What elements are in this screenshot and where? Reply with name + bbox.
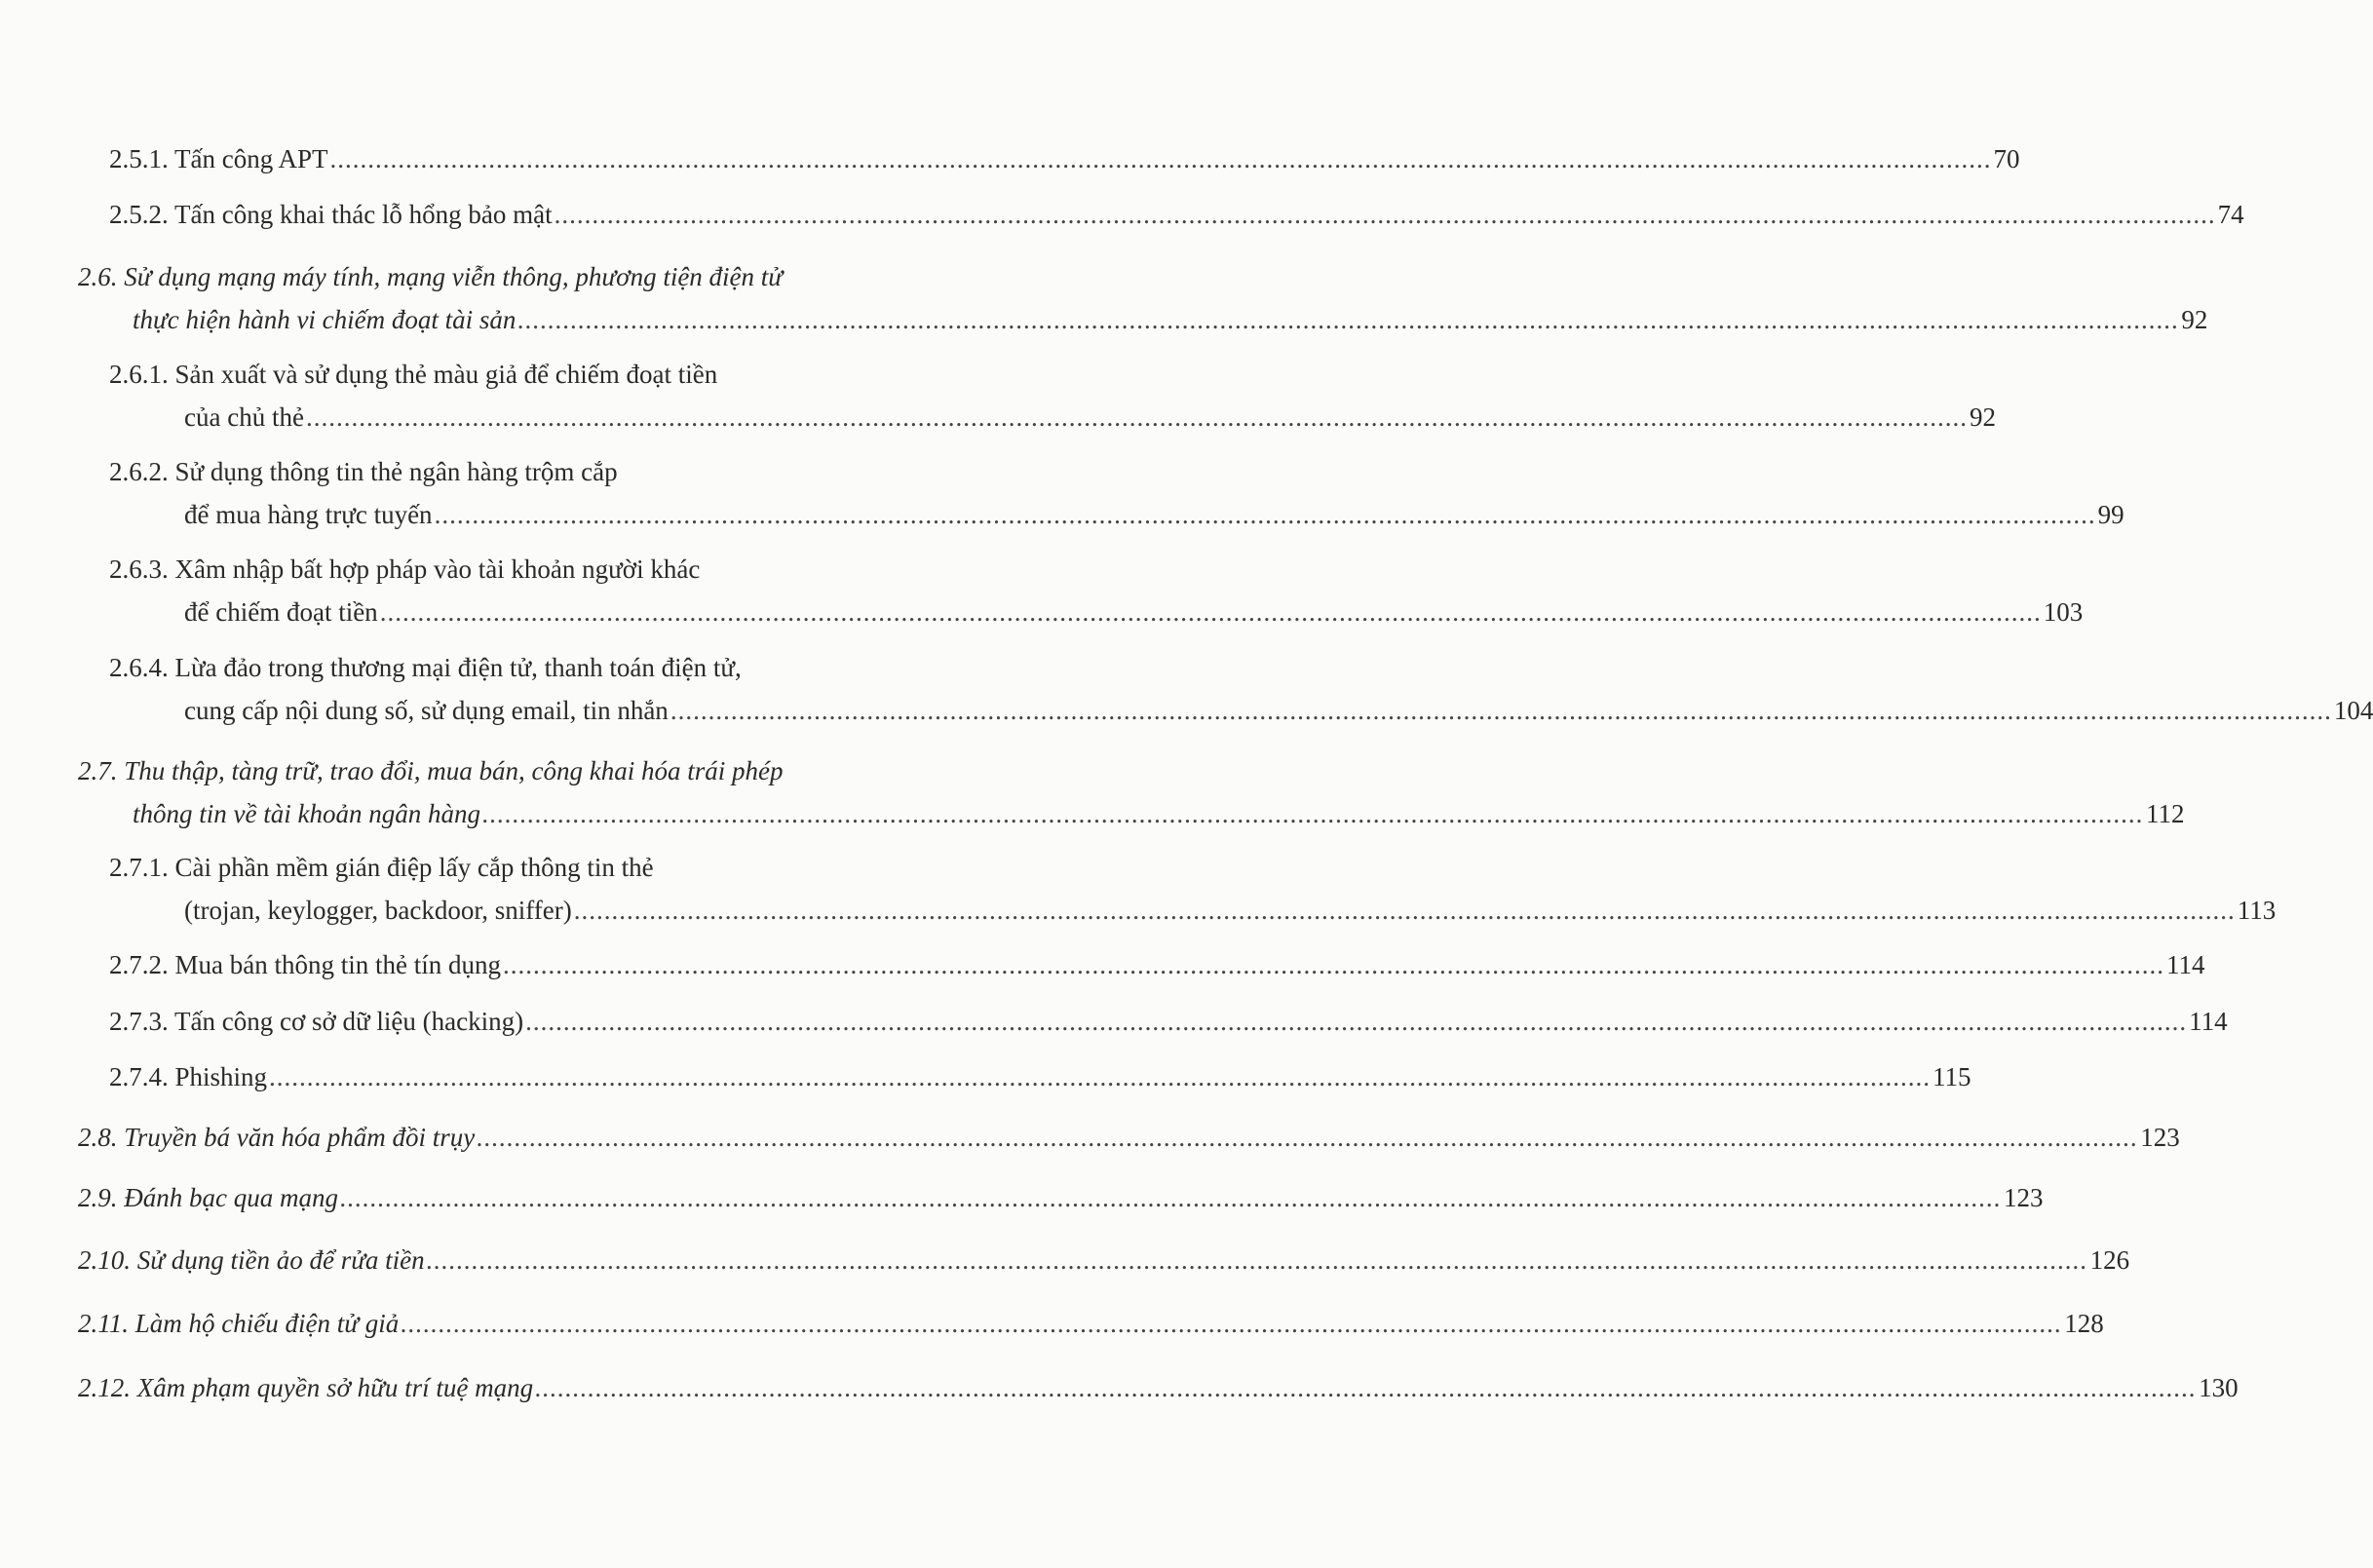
- toc-label-line: 2.6. Sử dụng mạng máy tính, mạng viễn thông, phương tiện điện tử: [78, 262, 784, 291]
- leader-dots: ............................................................................................................................................................................................................................: [401, 1309, 2063, 1338]
- toc-label: 2.12. Xâm phạm quyền sở hữu trí tuệ mạng: [78, 1373, 534, 1402]
- page-number: 115: [1933, 1062, 1971, 1091]
- toc-label: 2.10. Sử dụng tiền ảo để rửa tiền: [78, 1245, 425, 1275]
- page-number: 113: [2237, 896, 2277, 925]
- page-number: 74: [2217, 200, 2244, 229]
- toc-label: thông tin về tài khoản ngân hàng: [133, 799, 480, 828]
- toc-label: để chiếm đoạt tiền: [184, 597, 378, 627]
- leader-dots: ............................................................................................................................................................................................................................: [670, 696, 2332, 725]
- leader-dots: ............................................................................................................................................................................................................................: [525, 1007, 2188, 1036]
- toc-label: 2.11. Làm hộ chiếu điện tử giả: [78, 1309, 400, 1338]
- page-number: 70: [1993, 144, 2020, 173]
- page-number: 128: [2064, 1309, 2104, 1338]
- toc-label: của chủ thẻ: [184, 402, 304, 432]
- toc-label: 2.8. Truyền bá văn hóa phẩm đồi trụy: [78, 1123, 476, 1152]
- leader-dots: ............................................................................................................................................................................................................................: [517, 305, 2180, 334]
- leader-dots: ............................................................................................................................................................................................................................: [535, 1373, 2198, 1402]
- leader-dots: ............................................................................................................................................................................................................................: [477, 1123, 2139, 1152]
- toc-label-line: 2.7.1. Cài phần mềm gián điệp lấy cắp thông tin thẻ: [109, 853, 654, 882]
- page-number: 126: [2089, 1245, 2130, 1275]
- toc-label: 2.9. Đánh bạc qua mạng: [78, 1183, 338, 1212]
- leader-dots: ............................................................................................................................................................................................................................: [269, 1062, 1932, 1091]
- leader-dots: ............................................................................................................................................................................................................................: [339, 1183, 2002, 1212]
- toc-label: 2.5.1. Tấn công APT: [109, 144, 328, 173]
- page-number: 92: [2181, 305, 2208, 334]
- toc-entry-2-7-1: [109, 846, 2277, 932]
- leader-dots: ............................................................................................................................................................................................................................: [573, 896, 2236, 925]
- toc-entry-2-9: [78, 1176, 2044, 1219]
- page-number: 112: [2145, 799, 2185, 828]
- toc-label-line: 2.7. Thu thập, tàng trữ, trao đổi, mua bán, công khai hóa trái phép: [78, 756, 784, 785]
- leader-dots: ............................................................................................................................................................................................................................: [305, 402, 1968, 432]
- toc-entry-2-7-3: [109, 1000, 2228, 1043]
- toc-entry-2-8: [78, 1116, 2180, 1159]
- page-number: 114: [2165, 950, 2205, 979]
- toc-entry-2-6-4: [109, 646, 2373, 732]
- page-number: 92: [1969, 402, 1996, 432]
- toc-label: 2.7.3. Tấn công cơ sở dữ liệu (hacking): [109, 1007, 524, 1036]
- page-number: 99: [2097, 500, 2124, 529]
- toc-entry-2-5-2: [109, 193, 2244, 236]
- toc-entry-2-7-4: [109, 1055, 1971, 1098]
- toc-label: cung cấp nội dung số, sử dụng email, tin nhắn: [184, 696, 669, 725]
- toc-entry-2-6-2: [109, 450, 2124, 536]
- toc-entry-2-7: [78, 749, 2185, 835]
- leader-dots: ............................................................................................................................................................................................................................: [481, 799, 2144, 828]
- toc-label: (trojan, keylogger, backdoor, sniffer): [184, 896, 572, 925]
- leader-dots: ............................................................................................................................................................................................................................: [502, 950, 2164, 979]
- toc-label-line: 2.6.2. Sử dụng thông tin thẻ ngân hàng trộm cắp: [109, 457, 618, 486]
- leader-dots: ............................................................................................................................................................................................................................: [554, 200, 2216, 229]
- toc-entry-2-6: [78, 255, 2208, 341]
- toc-entry-2-6-3: [109, 548, 2084, 633]
- toc-label-line: 2.6.4. Lừa đảo trong thương mại điện tử, thanh toán điện tử,: [109, 653, 742, 682]
- page-number: 103: [2043, 597, 2084, 627]
- leader-dots: ............................................................................................................................................................................................................................: [426, 1245, 2088, 1275]
- leader-dots: ............................................................................................................................................................................................................................: [329, 144, 1992, 173]
- toc-entry-2-7-2: [109, 943, 2205, 986]
- toc-entry-2-5-1: [109, 137, 2020, 180]
- page-number: 123: [2003, 1183, 2044, 1212]
- page-number: 104: [2333, 696, 2373, 725]
- toc-label: 2.7.2. Mua bán thông tin thẻ tín dụng: [109, 950, 501, 979]
- page-number: 123: [2140, 1123, 2180, 1152]
- page-number: 130: [2199, 1373, 2239, 1402]
- leader-dots: ............................................................................................................................................................................................................................: [434, 500, 2096, 529]
- leader-dots: ............................................................................................................................................................................................................................: [379, 597, 2042, 627]
- toc-label: 2.5.2. Tấn công khai thác lỗ hổng bảo mật: [109, 200, 553, 229]
- page-number: 114: [2189, 1007, 2228, 1036]
- toc-entry-2-12: [78, 1366, 2239, 1409]
- toc-label-line: 2.6.3. Xâm nhập bất hợp pháp vào tài khoản người khác: [109, 555, 701, 584]
- toc-label-line: 2.6.1. Sản xuất và sử dụng thẻ màu giả để chiếm đoạt tiền: [109, 360, 718, 389]
- toc-label: để mua hàng trực tuyến: [184, 500, 433, 529]
- toc-entry-2-6-1: [109, 353, 1996, 439]
- toc-entry-2-10: [78, 1239, 2130, 1281]
- toc-label: 2.7.4. Phishing: [109, 1062, 268, 1091]
- toc-entry-2-11: [78, 1302, 2104, 1345]
- toc-label: thực hiện hành vi chiếm đoạt tài sản: [133, 305, 517, 334]
